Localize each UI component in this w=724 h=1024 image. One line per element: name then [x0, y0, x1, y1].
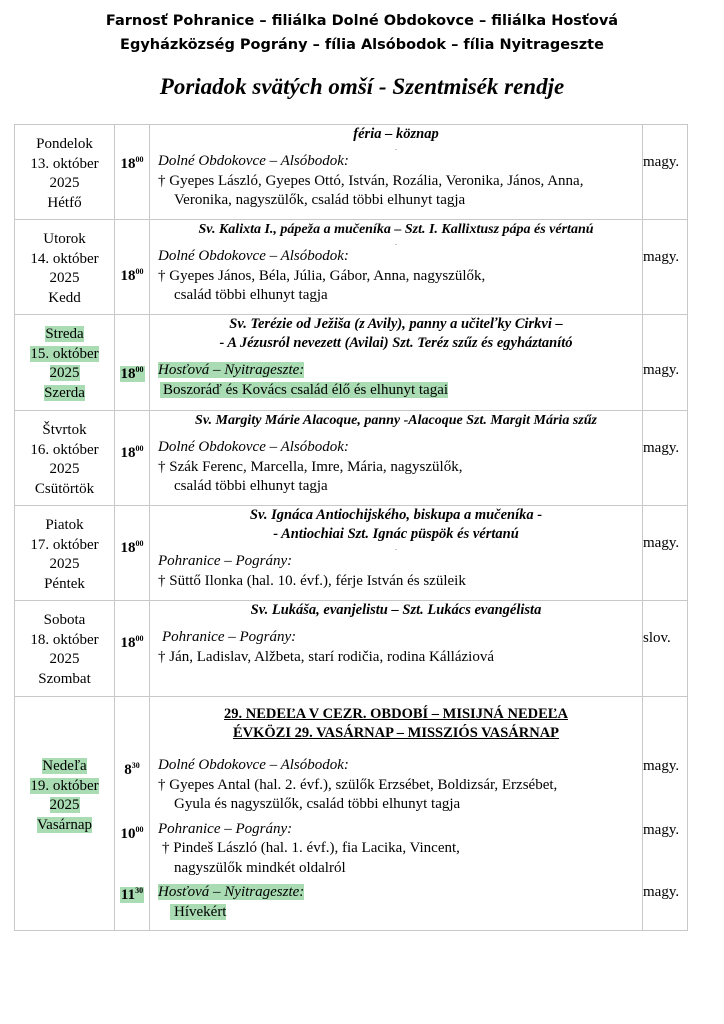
day-date: 17. október: [30, 536, 99, 553]
day-year: 2025: [49, 175, 80, 191]
mass-detail-cell: [150, 315, 643, 411]
time-cell: [115, 601, 150, 697]
time-cell: [115, 697, 150, 931]
mass-hour: 11: [120, 887, 136, 903]
parish-header-line2: Egyházközség Pográny – fília Alsóbodok – fília Nyitrageszte: [120, 37, 604, 53]
day-cell: [15, 411, 115, 506]
day-name-hu: Szombat: [38, 670, 91, 687]
mass-hour: 10: [120, 826, 136, 842]
day-date: 19. október: [30, 777, 99, 794]
time-cell: [115, 125, 150, 220]
mass-detail-cell: [150, 697, 643, 931]
day-name-sk: Piatok: [45, 517, 84, 533]
mass-minute: 00: [135, 365, 144, 374]
day-year: 2025: [49, 556, 80, 572]
feast-title: ÉVKÖZI 29. VASÁRNAP – MISSZIÓS VASÁRNAP: [232, 725, 560, 741]
mass-minute: 00: [135, 539, 144, 548]
mass-minute: 30: [135, 886, 144, 895]
day-name-hu: Vasárnap: [37, 816, 92, 833]
mass-intention: † Szák Ferenc, Marcella, Imre, Mária, nagyszülők,: [158, 458, 463, 475]
mass-hour: 18: [120, 540, 136, 556]
mass-minute: 00: [135, 267, 144, 276]
mass-intention: család többi elhunyt tagja: [174, 287, 328, 303]
mass-intention: család többi elhunyt tagja: [174, 478, 328, 494]
day-name-sk: Štvrtok: [42, 422, 87, 438]
day-date: 15. október: [30, 345, 99, 362]
day-row-thursday: [15, 411, 688, 506]
mass-hour: 18: [120, 445, 136, 461]
feast-title: 29. NEDEĽA V CEZR. OBDOBÍ – MISIJNÁ NEDEĽA: [224, 706, 568, 722]
day-name-hu: Szerda: [44, 384, 85, 401]
mass-hour: 8: [124, 762, 132, 778]
mass-location: Dolné Obdokovce – Alsóbodok:: [158, 757, 349, 773]
mass-intention: † Ján, Ladislav, Alžbeta, starí rodičia, rodina Kálláziová: [158, 648, 494, 665]
mass-detail-cell: Sv. Ignáca Antiochijského, biskupa a mučeníka - - Antiochiai Szt. Ignác püspök és vértanú . Pohranice – Pográny: † Süttő Ilonka (hal. 10. évf.), férje István és szüleik: [150, 506, 643, 601]
mass-location: Pohranice – Pográny:: [162, 629, 297, 645]
mass-time-highlight: [120, 366, 145, 382]
day-year: 2025: [49, 270, 80, 286]
day-row-saturday: [15, 601, 688, 697]
mass-hour: 18: [120, 366, 136, 382]
time-cell: [115, 315, 150, 411]
mass-intention: † Süttő Ilonka (hal. 10. évf.), férje István és szüleik: [158, 572, 466, 589]
language-cell: [643, 697, 688, 931]
day-year: 2025: [49, 797, 80, 813]
mass-location: Hosťová – Nyitrageszte:: [158, 362, 305, 378]
page-title: Poriadok svätých omší - Szentmisék rendje: [159, 74, 565, 99]
day-row-friday: [15, 506, 688, 601]
mass-intention: † Pindeš László (hal. 1. évf.), fia Lacika, Vincent,: [162, 840, 460, 856]
day-cell: [15, 697, 115, 931]
day-cell: [15, 315, 115, 411]
day-cell: [15, 220, 115, 315]
mass-intention: Veronika, nagyszülők, család többi elhunyt tagja: [174, 192, 466, 208]
day-name-hu: Péntek: [44, 575, 85, 592]
day-name-sk: Streda: [45, 326, 84, 342]
day-date: 13. október: [30, 155, 99, 172]
time-cell: [115, 220, 150, 315]
language-cell: magy.: [643, 315, 688, 411]
day-name-sk: Utorok: [43, 231, 86, 247]
mass-intention: nagyszülők mindkét oldalról: [174, 859, 346, 876]
mass-location: Pohranice – Pográny:: [158, 820, 293, 837]
mass-intention: † Gyepes Antal (hal. 2. évf.), szülők Erzsébet, Boldizsár, Erzsébet,: [158, 776, 558, 793]
day-date: 18. október: [30, 631, 99, 648]
mass-hour: 18: [120, 635, 136, 651]
parish-header-line1: Farnosť Pohranice – filiálka Dolné Obdokovce – filiálka Hosťová: [105, 13, 619, 29]
language-cell: magy.: [643, 125, 688, 220]
mass-minute: 00: [135, 634, 144, 643]
mass-language: magy.: [643, 822, 680, 838]
day-name-sk: Sobota: [43, 612, 86, 628]
day-row-tuesday: [15, 220, 688, 315]
feast-title: Sv. Margity Márie Alacoque, panny -Alacoque Szt. Margit Mária szűz: [195, 413, 597, 428]
day-name-hu: Csütörtök: [34, 480, 95, 497]
mass-language: magy.: [643, 884, 680, 900]
mass-intention: Hívekért: [170, 904, 226, 920]
feast-title: Sv. Kalixta I., pápeža a mučeníka – Szt. I. Kallixtusz pápa és vértanú: [198, 222, 594, 237]
mass-minute: 30: [131, 761, 140, 770]
day-year: 2025: [49, 365, 80, 381]
mass-time-highlight: [120, 887, 144, 903]
language-cell: magy.: [643, 506, 688, 601]
mass-hour: 18: [120, 268, 136, 284]
mass-location: Dolné Obdokovce – Alsóbodok:: [158, 153, 349, 169]
mass-intention: † Gyepes László, Gyepes Ottó, István, Rozália, Veronika, János, Anna,: [158, 172, 584, 189]
mass-intention: Gyula és nagyszülők, család többi elhunyt tagja: [174, 796, 461, 812]
mass-minute: 00: [135, 444, 144, 453]
day-date: 14. október: [30, 250, 99, 267]
mass-location: Hosťová – Nyitrageszte:: [158, 884, 305, 900]
feast-title: Sv. Ignáca Antiochijského, biskupa a mučeníka -: [249, 507, 543, 523]
day-name-sk: Nedeľa: [42, 758, 87, 774]
time-cell: [115, 506, 150, 601]
feast-title: Sv. Terézie od Ježiša (z Avily), panny a učiteľky Cirkvi –: [229, 316, 563, 332]
language-cell: magy.: [643, 220, 688, 315]
mass-minute: 00: [135, 825, 144, 834]
day-row-wednesday: [15, 315, 688, 411]
mass-detail-cell: [150, 601, 643, 697]
time-cell: [115, 411, 150, 506]
feast-title: Sv. Lukáša, evanjelistu – Szt. Lukács evangélista: [250, 602, 542, 618]
day-cell: [15, 125, 115, 220]
feast-title: - Antiochiai Szt. Ignác püspök és vértanú: [273, 526, 519, 542]
language-cell: slov.: [643, 601, 688, 697]
day-row-sunday: [15, 697, 688, 931]
day-row-monday: [15, 125, 688, 220]
mass-intention: Boszoráď és Kovács család élő és elhunyt tagai: [160, 382, 448, 398]
day-name-hu: Hétfő: [47, 194, 82, 211]
day-year: 2025: [49, 651, 80, 667]
day-date: 16. október: [30, 441, 99, 458]
mass-detail-cell: féria – köznap . Dolné Obdokovce – Alsóbodok: † Gyepes László, Gyepes Ottó, István, Rozália, Veronika, János, Anna, Veronika, nagyszülők, család többi elhunyt tagja: [150, 125, 643, 220]
mass-location: Pohranice – Pográny:: [158, 553, 293, 569]
mass-schedule-table: [14, 124, 688, 931]
day-cell: [15, 601, 115, 697]
mass-location: Dolné Obdokovce – Alsóbodok:: [158, 248, 349, 264]
mass-detail-cell: Sv. Kalixta I., pápeža a mučeníka – Szt. I. Kallixtusz pápa és vértanú . Dolné Obdokovce – Alsóbodok: † Gyepes János, Béla, Júlia, Gábor, Anna, nagyszülők, család többi elhunyt tagja: [150, 220, 643, 315]
day-cell: [15, 506, 115, 601]
mass-intention: † Gyepes János, Béla, Júlia, Gábor, Anna, nagyszülők,: [158, 267, 486, 284]
mass-hour: 18: [120, 156, 136, 172]
feast-title: féria – köznap: [353, 126, 439, 142]
feast-title: - A Jézusról nevezett (Avilai) Szt. Teréz szűz és egyháztanító: [219, 335, 573, 351]
mass-location: Dolné Obdokovce – Alsóbodok:: [158, 439, 349, 455]
mass-language: magy.: [643, 758, 680, 774]
day-year: 2025: [49, 461, 80, 477]
mass-detail-cell: [150, 411, 643, 506]
day-name-sk: Pondelok: [36, 136, 93, 152]
language-cell: magy.: [643, 411, 688, 506]
day-name-hu: Kedd: [48, 289, 81, 306]
mass-minute: 00: [135, 155, 144, 164]
